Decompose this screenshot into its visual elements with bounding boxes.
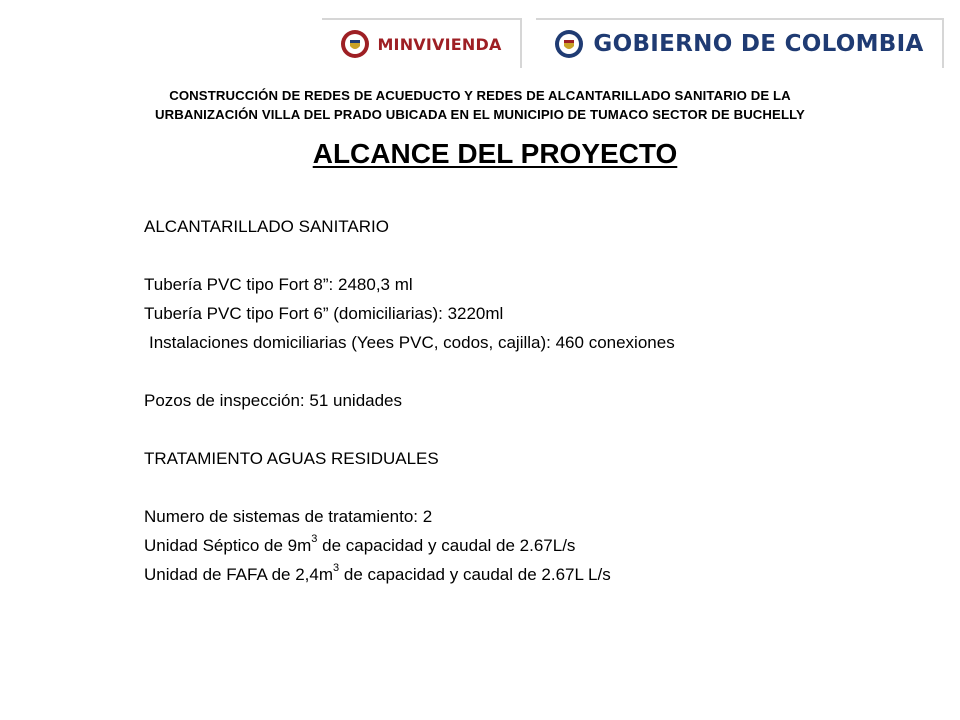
item-instalaciones: Instalaciones domiciliarias (Yees PVC, codos, cajilla): 460 conexiones bbox=[149, 333, 675, 352]
fafa-text-pre: Unidad de FAFA de 2,4m bbox=[144, 565, 334, 584]
project-title-line-2: URBANIZACIÓN VILLA DEL PRADO UBICADA EN EL MUNICIPIO DE TUMACO SECTOR DE BUCHELLY bbox=[155, 107, 805, 122]
item-unidad-fafa bbox=[144, 560, 944, 589]
scope-content bbox=[144, 212, 944, 589]
minvivienda-logo-text: MINVIVIENDA bbox=[377, 34, 502, 54]
item-tuberia-8: Tubería PVC tipo Fort 8”: 2480,3 ml bbox=[144, 275, 413, 294]
septico-text-post: de capacidad y caudal de 2.67L/s bbox=[317, 536, 576, 555]
item-unidad-septico bbox=[144, 531, 944, 560]
septico-superscript: 3 bbox=[311, 533, 318, 546]
fafa-text-post: de capacidad y caudal de 2.67L L/s bbox=[339, 565, 611, 584]
project-title-line-1: CONSTRUCCIÓN DE REDES DE ACUEDUCTO Y REDES DE ALCANTARILLADO SANITARIO DE LA bbox=[169, 88, 791, 103]
item-tuberia-6: Tubería PVC tipo Fort 6” (domiciliarias): 3220ml bbox=[144, 304, 504, 323]
gobierno-logo bbox=[536, 18, 944, 68]
project-title bbox=[60, 86, 900, 124]
colombia-seal-icon bbox=[340, 29, 370, 59]
gobierno-logo-text: GOBIERNO DE COLOMBIA bbox=[593, 31, 924, 57]
item-numero-sistemas: Numero de sistemas de tratamiento: 2 bbox=[144, 507, 433, 526]
item-pozos: Pozos de inspección: 51 unidades bbox=[144, 391, 403, 410]
septico-text-pre: Unidad Séptico de 9m bbox=[144, 536, 312, 555]
fafa-superscript: 3 bbox=[333, 562, 340, 575]
section-title-alcantarillado: ALCANTARILLADO SANITARIO bbox=[144, 217, 389, 236]
minvivienda-logo bbox=[322, 18, 522, 68]
page-heading: ALCANCE DEL PROYECTO bbox=[312, 138, 678, 169]
section-title-tratamiento: TRATAMIENTO AGUAS RESIDUALES bbox=[144, 449, 439, 468]
colombia-seal-icon bbox=[554, 29, 584, 59]
